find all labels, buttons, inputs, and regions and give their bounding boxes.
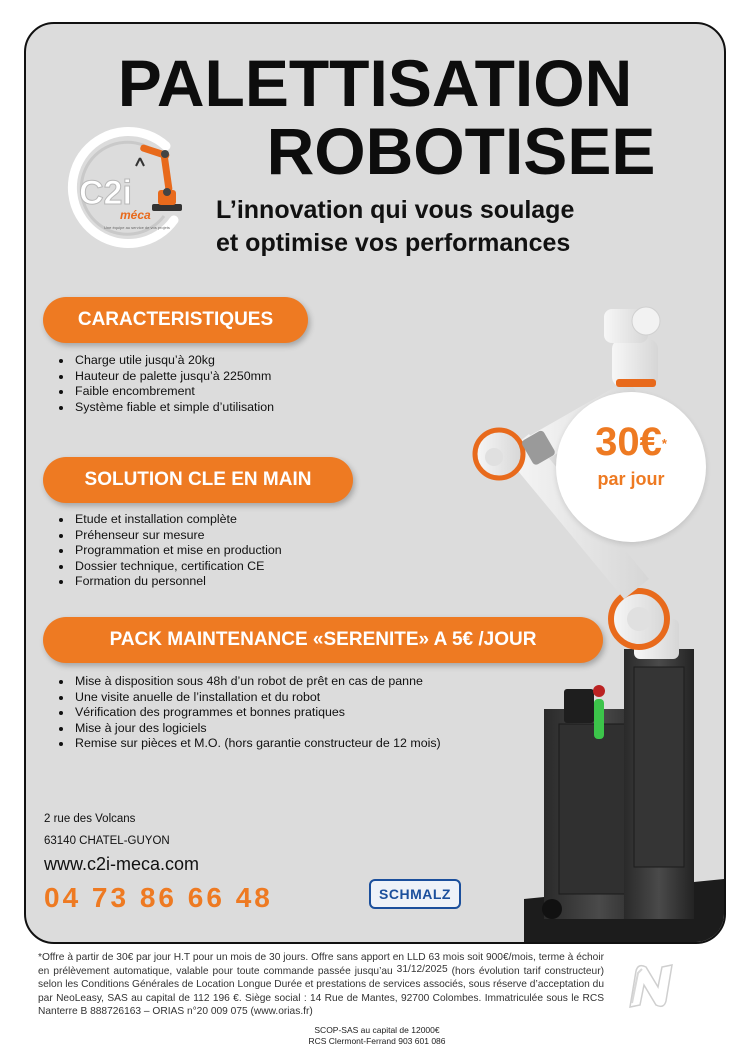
page-subtitle xyxy=(216,194,574,260)
footnote-part1: *Offre à partir de 30€ par jour H.T pour un mois de 30 jours. Offre sans apport en LLD 63 mois soit 900€/mois, terme à échoir en prélèvement automatique, valable pour toute commande passée jusqu’au xyxy=(38,952,604,977)
logo-brand-sub: méca xyxy=(120,208,151,222)
price-badge xyxy=(556,392,706,542)
page-title-line2: ROBOTISEE xyxy=(266,114,656,188)
company-footer xyxy=(0,1025,754,1047)
list-item: • Dossier technique, certification CE xyxy=(73,559,282,575)
footnote-date: 31/12/2025 xyxy=(396,963,448,975)
list-item: • Remise sur pièces et M.O. (hors garantie constructeur de 12 mois) xyxy=(73,736,441,752)
list-item: • Mise à disposition sous 48h d’un robot de prêt en cas de panne xyxy=(73,674,441,690)
footer-line1: SCOP-SAS au capital de 12000€ xyxy=(314,1025,440,1035)
maintenance-list xyxy=(49,674,441,752)
list-item: • Programmation et mise en production xyxy=(73,543,282,559)
schmalz-logo: SCHMALZ xyxy=(369,879,461,909)
list-item: • Mise à jour des logiciels xyxy=(73,721,441,737)
price-amount: 30€ xyxy=(595,420,662,464)
list-item: • Faible encombrement xyxy=(73,384,274,400)
page-title-line1: PALETTISATION xyxy=(117,46,633,120)
logo-brand-main: C2i xyxy=(79,174,132,212)
section-header-maintenance: PACK MAINTENANCE «SERENITE» A 5€ /JOUR xyxy=(43,617,603,663)
address-street: 2 rue des Volcans xyxy=(44,813,136,825)
list-item: • Système fiable et simple d’utilisation xyxy=(73,400,274,416)
list-item: • Une visite anuelle de l’installation et du robot xyxy=(73,690,441,706)
footer-line2: RCS Clermont-Ferrand 903 601 086 xyxy=(308,1036,446,1046)
c2i-meca-logo xyxy=(54,124,204,254)
phone-number[interactable]: 04 73 86 66 48 xyxy=(44,882,273,913)
list-item: • Etude et installation complète xyxy=(73,512,282,528)
list-item: • Formation du personnel xyxy=(73,574,282,590)
industrial-robot-arm-icon xyxy=(136,144,182,211)
flyer-panel xyxy=(24,22,726,944)
price-footnote-mark: * xyxy=(661,436,667,451)
solution-list xyxy=(49,512,282,590)
section-header-caracteristiques: CARACTERISTIQUES xyxy=(43,297,308,343)
neoleasy-n-icon xyxy=(616,957,684,1015)
subtitle-line1: L’innovation qui vous soulage xyxy=(216,196,575,224)
list-item: • Hauteur de palette jusqu’à 2250mm xyxy=(73,369,274,385)
subtitle-line2: et optimise vos performances xyxy=(216,229,571,257)
legal-footnote xyxy=(38,951,604,1019)
section-header-solution: SOLUTION CLE EN MAIN xyxy=(43,457,353,503)
website-link[interactable]: www.c2i-meca.com xyxy=(44,854,200,874)
list-item: • Charge utile jusqu’à 20kg xyxy=(73,353,274,369)
price-period: par jour xyxy=(597,469,665,489)
caracteristiques-list xyxy=(49,353,274,415)
logo-tagline: Une équipe au service de vos projets xyxy=(104,225,170,230)
address-city: 63140 CHATEL-GUYON xyxy=(44,835,170,847)
footnote-part2: (hors évolution tarif constructeur) selon les Conditions Générales de Location Longue Durée et prestations de services associés, sous réserve d’acceptation du par NeoLeasy, SAS au capital de 112 196 €. Siège social : 14 Rue de Mantes, 92700 Colombes. Immatriculée sous le RCS Nanterre B 888726163 – ORIAS n°20 009 075 (www.orias.fr) xyxy=(38,965,605,1018)
list-item: • Vérification des programmes et bonnes pratiques xyxy=(73,705,441,721)
list-item: • Préhenseur sur mesure xyxy=(73,528,282,544)
cobot-palletizer-image xyxy=(434,279,724,944)
